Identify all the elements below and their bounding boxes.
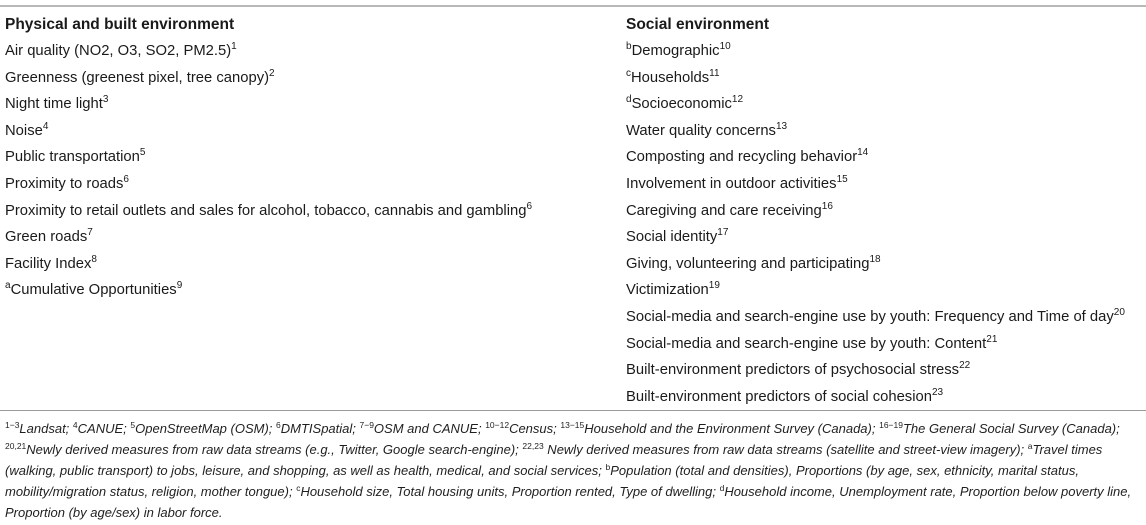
social-environment-row xyxy=(626,224,1146,251)
row-label: Proximity to roads xyxy=(5,175,124,192)
row-reference-marker: 22 xyxy=(959,360,971,372)
physical-environment-list xyxy=(5,38,615,304)
physical-environment-row xyxy=(5,144,615,171)
physical-environment-row xyxy=(5,251,615,278)
footnote-source-text: OSM and CANUE; xyxy=(373,421,486,436)
row-reference-marker: 6 xyxy=(526,200,533,212)
footnote-source-text: DMTISpatial; xyxy=(280,421,360,436)
social-environment-row xyxy=(626,198,1146,225)
row-reference-marker: 7 xyxy=(87,227,93,239)
physical-environment-row xyxy=(5,118,615,145)
row-prefix-marker: c xyxy=(626,67,631,79)
row-reference-marker: 1 xyxy=(231,41,237,52)
row-label: Cumulative Opportunities xyxy=(10,282,177,299)
row-label: Social identity xyxy=(626,229,718,246)
footnote-marker: 20,21 xyxy=(5,441,27,451)
footnote-source-text: Household size, Total housing units, Proportion rented, Type of dwelling; xyxy=(300,484,720,499)
row-label: Victimization xyxy=(626,282,709,299)
footnote-source-text: Travel times (walking, public transport) to jobs, leisure, and shopping, as well as health, medical, and social services; xyxy=(5,442,1103,478)
footnote-marker: 22,23 xyxy=(522,441,544,451)
footnote-source-text: Population (total and densities), Proportions (by age, sex, ethnicity, marital status, mobility/migration status, religion, mother tongue); xyxy=(5,463,1079,499)
social-environment-column xyxy=(626,12,1146,410)
row-label: Water quality concerns xyxy=(626,122,776,139)
row-label: Involvement in outdoor activities xyxy=(626,175,837,192)
row-reference-marker: 15 xyxy=(836,173,848,185)
footnote-source-text: Household and the Environment Survey (Canada); xyxy=(584,421,880,436)
table-top-rule xyxy=(0,5,1146,7)
row-label: Noise xyxy=(5,122,43,139)
social-environment-row xyxy=(626,384,1146,411)
footnote-marker: 6 xyxy=(276,420,281,430)
social-environment-row xyxy=(626,331,1146,358)
row-prefix-marker: b xyxy=(626,41,632,52)
row-label: Caregiving and care receiving xyxy=(626,202,822,219)
row-reference-marker: 4 xyxy=(42,120,49,132)
row-reference-marker: 6 xyxy=(123,173,129,185)
footnote-source-text: Newly derived measures from raw data streams (satellite and street-view imagery); xyxy=(543,442,1028,457)
row-reference-marker: 19 xyxy=(708,280,720,292)
row-label: Households xyxy=(631,69,710,86)
row-reference-marker: 9 xyxy=(176,280,183,292)
row-reference-marker: 5 xyxy=(139,147,146,159)
row-label: Greenness (greenest pixel, tree canopy) xyxy=(5,69,270,86)
social-environment-row xyxy=(626,277,1146,304)
row-reference-marker: 20 xyxy=(1113,306,1125,318)
footnote-marker: 7−9 xyxy=(359,420,374,430)
social-environment-row xyxy=(626,91,1146,118)
row-label: Social-media and search-engine use by youth: Frequency and Time of day xyxy=(626,308,1114,325)
row-reference-marker: 18 xyxy=(869,253,881,265)
footnote-source-text: Landsat; xyxy=(19,421,73,436)
row-prefix-marker: d xyxy=(626,94,632,106)
row-label: Air quality (NO2, O3, SO2, PM2.5) xyxy=(5,43,232,59)
row-label: Demographic xyxy=(631,43,720,59)
row-reference-marker: 2 xyxy=(269,67,275,79)
physical-environment-row xyxy=(5,38,615,65)
social-environment-header: Social environment xyxy=(626,16,769,33)
row-label: Social-media and search-engine use by youth: Content xyxy=(626,335,987,352)
footnote-source-text: Census; xyxy=(509,421,561,436)
footnote-marker: 16−19 xyxy=(879,420,903,430)
social-environment-row xyxy=(626,144,1146,171)
row-label: Giving, volunteering and participating xyxy=(626,255,870,272)
row-label: Composting and recycling behavior xyxy=(626,149,858,166)
row-label: Built-environment predictors of social cohesion xyxy=(626,388,932,405)
row-reference-marker: 17 xyxy=(717,227,729,239)
row-reference-marker: 11 xyxy=(709,67,720,79)
row-reference-marker: 12 xyxy=(731,94,744,106)
physical-environment-column xyxy=(5,12,615,304)
physical-environment-row xyxy=(5,171,615,198)
table-bottom-rule xyxy=(0,410,1146,411)
row-label: Socioeconomic xyxy=(631,96,732,113)
social-environment-row xyxy=(626,304,1146,331)
social-environment-row xyxy=(626,38,1146,65)
footnote-marker: c xyxy=(296,483,301,493)
social-environment-row xyxy=(626,357,1146,384)
table-footnote xyxy=(5,418,1143,523)
row-label: Proximity to retail outlets and sales for alcohol, tobacco, cannabis and gambling xyxy=(5,202,527,219)
row-reference-marker: 14 xyxy=(857,147,869,159)
row-reference-marker: 3 xyxy=(102,94,109,106)
row-reference-marker: 21 xyxy=(986,333,998,345)
physical-environment-row xyxy=(5,198,615,225)
footnote-source-text: OpenStreetMap (OSM); xyxy=(135,421,277,436)
social-environment-row xyxy=(626,251,1146,278)
row-label: Night time light xyxy=(5,96,103,113)
footnote-source-text: The General Social Survey (Canada); xyxy=(902,421,1120,436)
social-environment-row xyxy=(626,118,1146,145)
footnote-marker: d xyxy=(719,483,725,493)
footnote-marker: a xyxy=(1027,441,1033,451)
social-environment-row xyxy=(626,171,1146,198)
row-reference-marker: 16 xyxy=(821,200,833,212)
physical-environment-row xyxy=(5,91,615,118)
footnote-marker: 4 xyxy=(72,420,78,430)
footnote-marker: 13−15 xyxy=(560,420,585,430)
physical-environment-row xyxy=(5,277,615,304)
row-reference-marker: 10 xyxy=(719,41,731,52)
footnote-source-text: CANUE; xyxy=(77,421,131,436)
footnote-marker: 1−3 xyxy=(5,420,20,430)
row-reference-marker: 13 xyxy=(775,120,788,132)
row-label: Built-environment predictors of psychosocial stress xyxy=(626,362,960,379)
row-reference-marker: 8 xyxy=(91,253,97,265)
footnote-marker: b xyxy=(605,462,611,472)
footnote-marker: 10−12 xyxy=(485,420,510,430)
row-reference-marker: 23 xyxy=(931,386,944,398)
row-label: Green roads xyxy=(5,229,88,246)
footnote-source-text: Newly derived measures from raw data streams (e.g., Twitter, Google search-engine); xyxy=(26,442,523,457)
row-label: Public transportation xyxy=(5,149,140,166)
physical-environment-row xyxy=(5,224,615,251)
footnote-source-text: Household income, Unemployment rate, Proportion below poverty line, Proportion (by age/sex) in labor force. xyxy=(5,484,1132,520)
physical-environment-header: Physical and built environment xyxy=(5,16,235,33)
row-label: Facility Index xyxy=(5,255,92,272)
social-environment-row xyxy=(626,65,1146,92)
physical-environment-row xyxy=(5,65,615,92)
footnote-marker: 5 xyxy=(130,420,136,430)
social-environment-list xyxy=(626,38,1146,410)
row-prefix-marker: a xyxy=(5,280,11,292)
